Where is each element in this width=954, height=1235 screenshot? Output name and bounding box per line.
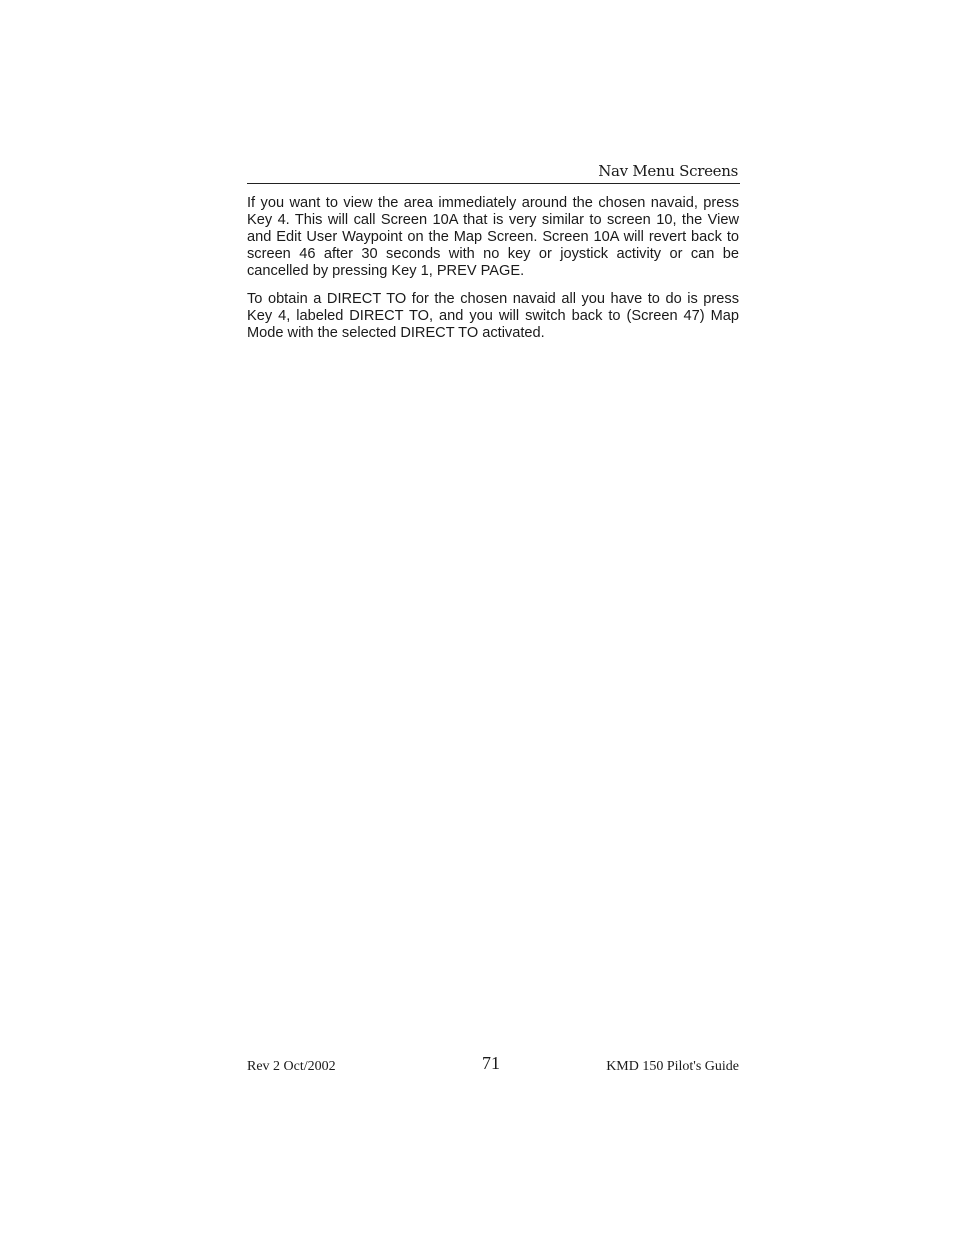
page-header xyxy=(247,160,740,184)
paragraph-2: To obtain a DIRECT TO for the chosen navaid all you have to do is press Key 4, labeled DIRECT TO, and you will switch back to (Screen 47) Map Mode with the selected DIRECT TO activated. xyxy=(247,291,739,341)
footer-revision: Rev 2 Oct/2002 xyxy=(247,1059,336,1074)
section-title: Nav Menu Screens xyxy=(598,162,738,180)
paragraph-1: If you want to view the area immediately around the chosen navaid, press Key 4. This will call Screen 10A that is very similar to screen 10, the View and Edit User Waypoint on the Map Screen. Screen 10A will revert back to screen 46 after 30 seconds with no key or joystick activity or can be cancelled by pressing Key 1, PREV PAGE. xyxy=(247,195,739,279)
page-number: 71 xyxy=(482,1053,500,1073)
footer-guide-title: KMD 150 Pilot's Guide xyxy=(606,1059,739,1074)
body-text xyxy=(247,195,739,353)
